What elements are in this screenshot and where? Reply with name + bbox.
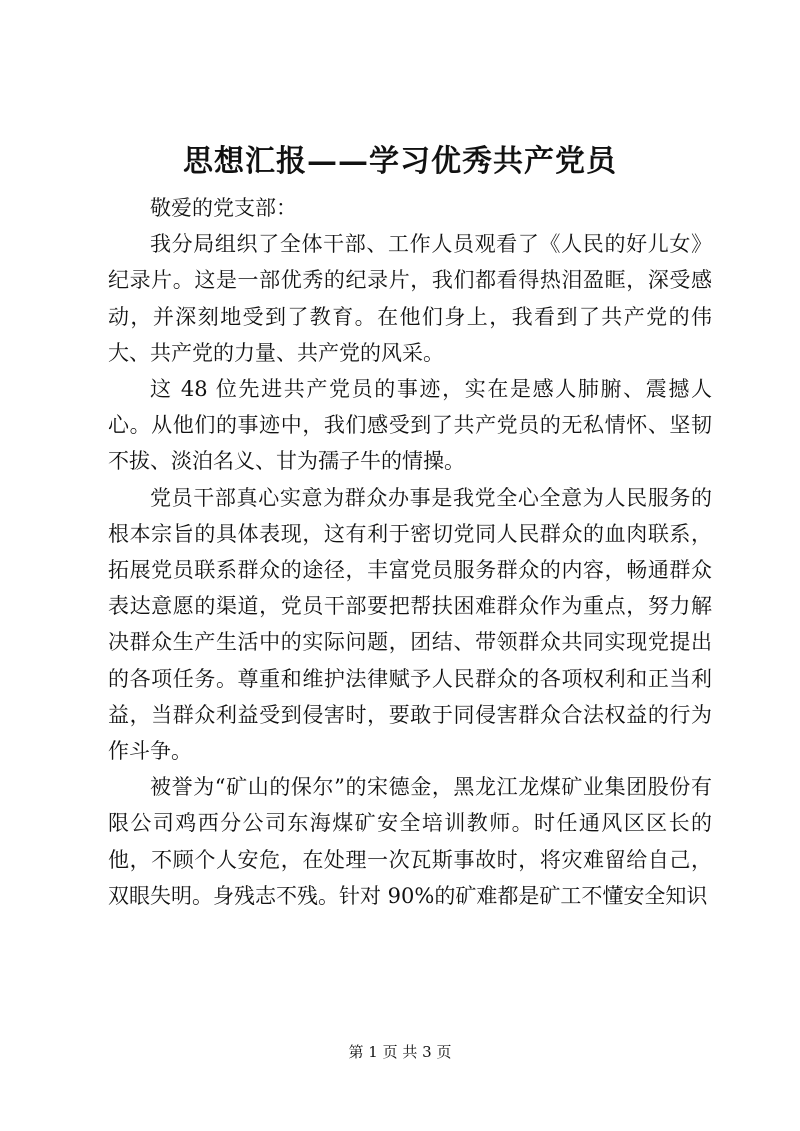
- page-number-footer: 第 1 页 共 3 页: [348, 1043, 452, 1061]
- paragraph-2: 这 48 位先进共产党员的事迹，实在是感人肺腑、震撼人心。从他们的事迹中，我们感受到了共产党员的无私情怀、坚韧不拔、淡泊名义、甘为孺子牛的情操。: [108, 377, 712, 474]
- salutation: 敬爱的党支部：: [150, 196, 297, 220]
- document-title: 思想汇报——学习优秀共产党员: [183, 144, 617, 179]
- document-body: [108, 190, 712, 914]
- paragraph-1: 我分局组织了全体干部、工作人员观看了《人民的好儿女》纪录片。这是一部优秀的纪录片，我们都看得热泪盈眶，深受感动，并深刻地受到了教育。在他们身上，我看到了共产党的伟大、共产党的力量、共产党的风采。: [108, 232, 712, 365]
- paragraph-4: 被誉为“矿山的保尔”的宋德金，黑龙江龙煤矿业集团股份有限公司鸡西分公司东海煤矿安全培训教师。时任通风区区长的他，不顾个人安危，在处理一次瓦斯事故时，将灾难留给自己，双眼失明。身残志不残。针对 90%的矿难都是矿工不懂安全知识: [108, 775, 712, 908]
- paragraph-3: 党员干部真心实意为群众办事是我党全心全意为人民服务的根本宗旨的具体表现，这有利于密切党同人民群众的血肉联系，拓展党员联系群众的途径，丰富党员服务群众的内容，畅通群众表达意愿的渠道，党员干部要把帮扶困难群众作为重点，努力解决群众生产生活中的实际问题，团结、带领群众共同实现党提出的各项任务。尊重和维护法律赋予人民群众的各项权利和正当利益，当群众利益受到侵害时，要敢于同侵害群众合法权益的行为作斗争。: [108, 485, 712, 764]
